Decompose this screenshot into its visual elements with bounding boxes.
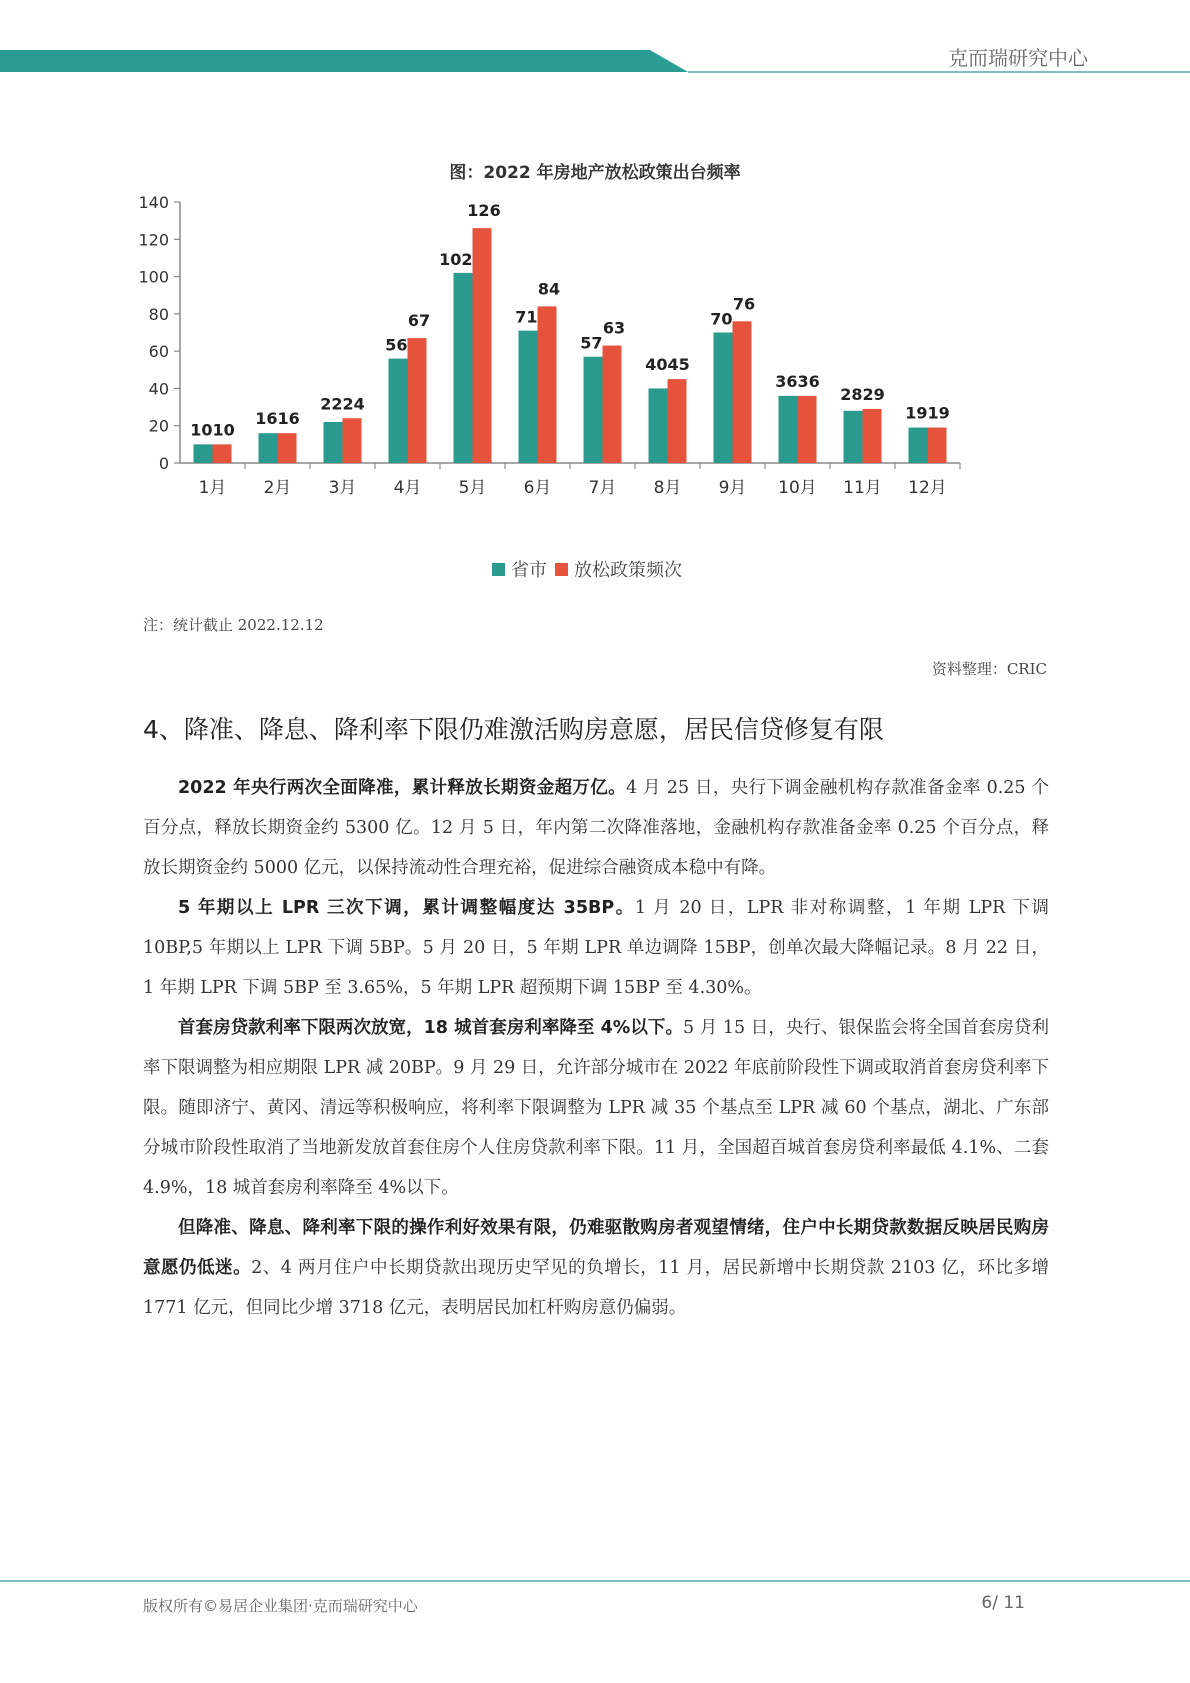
body-text xyxy=(143,768,1049,1328)
x-tick-label: 11月 xyxy=(843,478,882,498)
data-label-provinces: 16 xyxy=(255,409,278,429)
y-tick-label: 0 xyxy=(158,454,169,473)
bar-provinces xyxy=(649,388,668,463)
chart-note: 注：统计截止 2022.12.12 xyxy=(143,616,324,634)
bar-policies xyxy=(668,379,687,463)
y-tick-label: 60 xyxy=(148,342,169,362)
x-tick-label: 12月 xyxy=(908,478,947,498)
y-tick-label: 100 xyxy=(138,267,169,287)
footer-rule xyxy=(0,1580,1190,1582)
data-label-policies: 10 xyxy=(212,420,235,440)
bar-provinces xyxy=(389,359,408,463)
bar-policies xyxy=(278,433,297,463)
x-tick-label: 8月 xyxy=(653,478,682,498)
paragraph-body: 5 月 15 日，央行、银保监会将全国首套房贷利率下限调整为相应期限 LPR 减 20BP。9 月 29 日，允许部分城市在 2022 年底前阶段性下调或取消首套房贷利率下限。随即济宁、黄冈、清远等积极响应，将利率下限调整为 LPR 减 35 个基点至 LPR 减 60 个基点，湖北、广东部分城市阶段性取消了当地新发放首套住房个人住房贷款利率下限。11 月，全国超百城首套房贷利率最低 4.1%、二套 4.9%，18 城首套房利率降至 4%以下。 xyxy=(143,1018,1050,1198)
legend-label-policies: 放松政策频次 xyxy=(574,560,682,581)
paragraph-lead: 但降准、降息、降利率下限的操作利好效果有限，仍难驱散购房者观望情绪，住户中长期贷款数据反映居民购房意愿仍低迷。 xyxy=(143,1218,1049,1278)
bar-policies xyxy=(733,321,752,463)
legend-label-provinces: 省市 xyxy=(511,560,547,581)
data-label-provinces: 36 xyxy=(775,371,798,391)
paragraph xyxy=(143,1208,1049,1328)
bar-provinces xyxy=(519,331,538,463)
bar-provinces xyxy=(779,396,798,463)
data-label-provinces: 102 xyxy=(439,249,473,269)
y-tick-label: 120 xyxy=(138,230,169,250)
data-label-policies: 67 xyxy=(407,311,431,331)
y-tick-label: 80 xyxy=(148,304,169,324)
paragraph xyxy=(143,888,1049,1008)
paragraph-body: 2、4 两月住户中长期贷款出现历史罕见的负增长，11 月，居民新增中长期贷款 2103 亿，环比多增 1771 亿元，但同比少增 3718 亿元，表明居民加杠杆购房意仍偏弱。 xyxy=(143,1258,1050,1318)
bar-provinces xyxy=(844,411,863,463)
legend-swatch-policies xyxy=(555,563,568,576)
data-label-provinces: 28 xyxy=(840,384,863,404)
data-label-provinces: 56 xyxy=(385,335,408,355)
paragraph-body: 1 月 20 日，LPR 非对称调整，1 年期 LPR 下调 10BP,5 年期以上 LPR 下调 5BP。5 月 20 日，5 年期 LPR 单边调降 15BP，创单次最大降幅记录。8 月 22 日，1 年期 LPR 下调 5BP 至 3.65%，5 年期 LPR 超预期下调 15BP 至 4.30%。 xyxy=(143,898,1050,998)
data-label-provinces: 22 xyxy=(320,394,343,414)
bar-policies xyxy=(798,396,817,463)
bar-provinces xyxy=(909,428,928,463)
x-tick-label: 1月 xyxy=(198,478,227,498)
data-label-provinces: 19 xyxy=(905,403,928,423)
section-title: 4、降准、降息、降利率下限仍难激活购房意愿，居民信贷修复有限 xyxy=(143,715,884,744)
data-label-policies: 16 xyxy=(277,409,300,429)
chart-legend xyxy=(492,556,690,582)
bar-policies xyxy=(538,306,557,463)
data-label-policies: 24 xyxy=(342,394,365,414)
data-label-provinces: 57 xyxy=(580,333,603,353)
header-org: 克而瑞研究中心 xyxy=(948,46,1088,70)
bar-chart xyxy=(120,195,1040,535)
legend-item-provinces xyxy=(492,556,547,582)
data-label-provinces: 71 xyxy=(515,307,538,327)
bar-provinces xyxy=(584,357,603,463)
legend-swatch-provinces xyxy=(492,563,505,576)
bar-provinces xyxy=(324,422,343,463)
x-tick-label: 9月 xyxy=(718,478,747,498)
page-number: 6/ 11 xyxy=(981,1593,1025,1613)
bar-policies xyxy=(473,228,492,463)
data-label-policies: 84 xyxy=(537,279,561,299)
data-label-policies: 45 xyxy=(667,355,690,375)
bar-provinces xyxy=(259,433,278,463)
y-tick-label: 40 xyxy=(148,379,169,399)
x-tick-label: 7月 xyxy=(588,478,617,498)
bar-provinces xyxy=(454,273,473,463)
paragraph-body: 4 月 25 日，央行下调金融机构存款准备金率 0.25 个百分点，释放长期资金约 5300 亿。12 月 5 日，年内第二次降准落地，金融机构存款准备金率 0.25 个百分点，释放长期资金约 5000 亿元，以保持流动性合理充裕，促进综合融资成本稳中有降。 xyxy=(143,778,1049,878)
legend-item-policies xyxy=(555,556,682,582)
bar-policies xyxy=(343,418,362,463)
bar-policies xyxy=(863,409,882,463)
x-tick-label: 6月 xyxy=(523,478,552,498)
x-tick-label: 10月 xyxy=(778,478,817,498)
data-label-policies: 126 xyxy=(467,201,501,221)
chart-source: 资料整理：CRIC xyxy=(931,660,1047,678)
chart-title: 图：2022 年房地产放松政策出台频率 xyxy=(449,163,741,183)
paragraph-lead: 首套房贷款利率下限两次放宽，18 城首套房利率降至 4%以下。 xyxy=(178,1018,684,1038)
bar-policies xyxy=(928,428,947,463)
x-tick-label: 4月 xyxy=(393,478,422,498)
paragraph xyxy=(143,768,1049,888)
data-label-provinces: 10 xyxy=(190,420,213,440)
bar-policies xyxy=(213,444,232,463)
bar-policies xyxy=(603,346,622,463)
data-label-policies: 76 xyxy=(732,294,756,314)
paragraph xyxy=(143,1008,1049,1208)
bar-provinces xyxy=(714,333,733,464)
x-tick-label: 5月 xyxy=(458,478,487,498)
x-tick-label: 2月 xyxy=(263,478,292,498)
data-label-policies: 63 xyxy=(602,318,626,338)
data-label-policies: 29 xyxy=(862,384,885,404)
y-tick-label: 20 xyxy=(148,416,169,436)
data-label-provinces: 70 xyxy=(710,309,733,329)
bar-provinces xyxy=(194,444,213,463)
data-label-provinces: 40 xyxy=(645,355,668,375)
footer-copyright: 版权所有©易居企业集团·克而瑞研究中心 xyxy=(143,1597,418,1615)
x-tick-label: 3月 xyxy=(328,478,357,498)
data-label-policies: 36 xyxy=(797,371,820,391)
data-label-policies: 19 xyxy=(927,403,950,423)
bar-policies xyxy=(408,338,427,463)
y-tick-label: 140 xyxy=(138,195,169,212)
header-band-shape xyxy=(0,50,688,72)
paragraph-lead: 5 年期以上 LPR 三次下调，累计调整幅度达 35BP。 xyxy=(178,898,635,918)
paragraph-lead: 2022 年央行两次全面降准，累计释放长期资金超万亿。 xyxy=(178,778,626,798)
